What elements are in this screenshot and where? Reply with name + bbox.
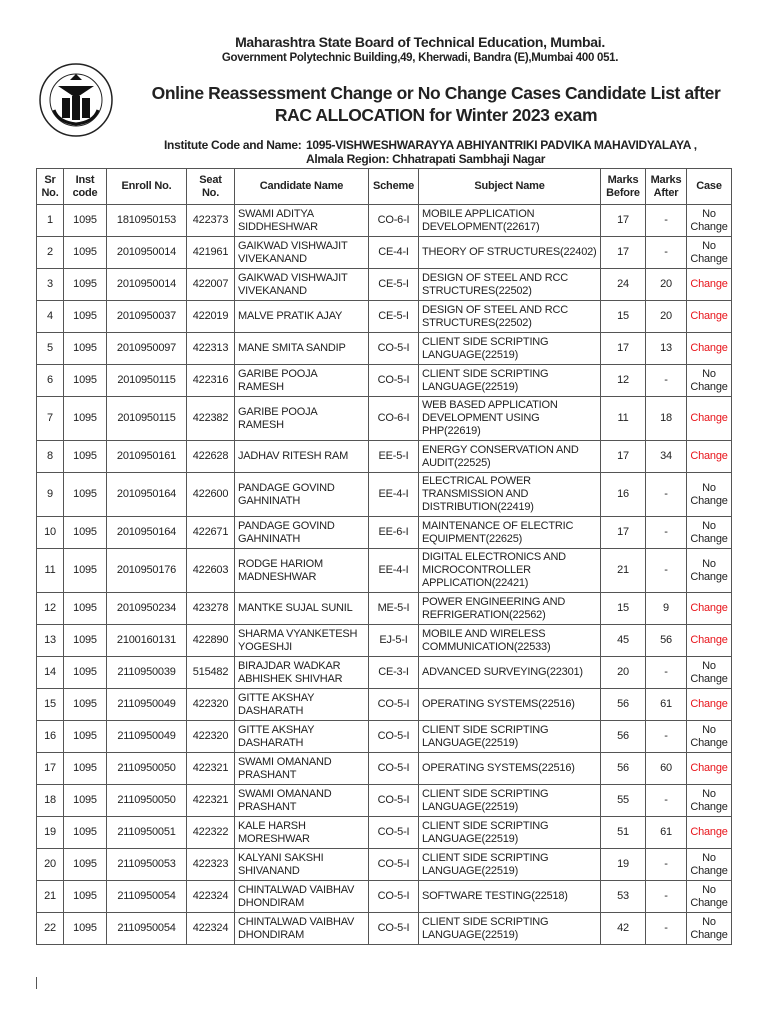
table-row — [37, 365, 732, 397]
table-row — [37, 237, 732, 269]
cell-sr-no: 22 — [37, 913, 64, 945]
cell-subject-name: CLIENT SIDE SCRIPTING LANGUAGE(22519) — [419, 785, 601, 817]
cell-marks-before: 17 — [601, 441, 646, 473]
cell-enroll-no: 2110950054 — [107, 913, 187, 945]
cell-candidate-name: RODGE HARIOM MADNESHWAR — [235, 549, 369, 593]
cell-seat-no: 422890 — [187, 625, 235, 657]
cell-case: Change — [687, 301, 732, 333]
cell-subject-name: ELECTRICAL POWER TRANSMISSION AND DISTRIBUTION(22419) — [419, 473, 601, 517]
cell-marks-after: - — [646, 881, 687, 913]
cell-sr-no: 18 — [37, 785, 64, 817]
cell-scheme: CE-3-I — [369, 657, 419, 689]
cell-sr-no: 5 — [37, 333, 64, 365]
cell-subject-name: DIGITAL ELECTRONICS AND MICROCONTROLLER APPLICATION(22421) — [419, 549, 601, 593]
institute-region: Almala Region: Chhatrapati Sambhaji Nagar — [306, 152, 546, 166]
cell-case: No Change — [687, 849, 732, 881]
cell-seat-no: 422313 — [187, 333, 235, 365]
cell-marks-before: 20 — [601, 657, 646, 689]
institute-info — [164, 138, 697, 166]
cell-candidate-name: KALYANI SAKSHI SHIVANAND — [235, 849, 369, 881]
cell-seat-no: 422320 — [187, 721, 235, 753]
table-row — [37, 625, 732, 657]
cell-inst-code: 1095 — [64, 237, 107, 269]
header-scheme: Scheme — [369, 169, 419, 205]
cell-marks-after: 13 — [646, 333, 687, 365]
cell-scheme: CO-5-I — [369, 817, 419, 849]
board-name: Maharashtra State Board of Technical Education, Mumbai. — [235, 34, 605, 50]
cell-case: No Change — [687, 517, 732, 549]
cell-candidate-name: GARIBE POOJA RAMESH — [235, 397, 369, 441]
cell-enroll-no: 2110950053 — [107, 849, 187, 881]
cell-subject-name: OPERATING SYSTEMS(22516) — [419, 753, 601, 785]
cell-sr-no: 8 — [37, 441, 64, 473]
cell-sr-no: 4 — [37, 301, 64, 333]
cell-seat-no: 422322 — [187, 817, 235, 849]
cell-inst-code: 1095 — [64, 473, 107, 517]
cell-case: No Change — [687, 237, 732, 269]
cell-enroll-no: 2110950050 — [107, 785, 187, 817]
cell-candidate-name: MANE SMITA SANDIP — [235, 333, 369, 365]
cell-sr-no: 15 — [37, 689, 64, 721]
cell-marks-after: - — [646, 657, 687, 689]
cell-case: No Change — [687, 657, 732, 689]
cell-scheme: CO-5-I — [369, 365, 419, 397]
cell-marks-after: 34 — [646, 441, 687, 473]
table-row — [37, 913, 732, 945]
cell-marks-before: 11 — [601, 397, 646, 441]
cell-marks-after: - — [646, 913, 687, 945]
cell-marks-after: 56 — [646, 625, 687, 657]
cell-subject-name: SOFTWARE TESTING(22518) — [419, 881, 601, 913]
header-sr-no: Sr No. — [37, 169, 64, 205]
table-row — [37, 301, 732, 333]
cell-subject-name: ENERGY CONSERVATION AND AUDIT(22525) — [419, 441, 601, 473]
header-seat-no: Seat No. — [187, 169, 235, 205]
board-address: Government Polytechnic Building,49, Kherwadi, Bandra (E),Mumbai 400 051. — [221, 52, 619, 64]
cell-marks-before: 16 — [601, 473, 646, 517]
cell-candidate-name: SWAMI OMANAND PRASHANT — [235, 753, 369, 785]
cell-subject-name: OPERATING SYSTEMS(22516) — [419, 689, 601, 721]
cell-candidate-name: SWAMI ADITYA SIDDHESHWAR — [235, 205, 369, 237]
header-inst-code: Inst code — [64, 169, 107, 205]
cell-marks-before: 12 — [601, 365, 646, 397]
cell-marks-after: - — [646, 721, 687, 753]
cell-inst-code: 1095 — [64, 753, 107, 785]
cell-marks-before: 24 — [601, 269, 646, 301]
cell-case: Change — [687, 753, 732, 785]
cell-scheme: CE-5-I — [369, 269, 419, 301]
cell-inst-code: 1095 — [64, 397, 107, 441]
cell-candidate-name: BIRAJDAR WADKAR ABHISHEK SHIVHAR — [235, 657, 369, 689]
cell-enroll-no: 2100160131 — [107, 625, 187, 657]
cell-case: No Change — [687, 785, 732, 817]
cell-inst-code: 1095 — [64, 365, 107, 397]
cell-seat-no: 422628 — [187, 441, 235, 473]
cell-marks-before: 17 — [601, 517, 646, 549]
cell-seat-no: 422324 — [187, 913, 235, 945]
cell-inst-code: 1095 — [64, 913, 107, 945]
cell-marks-before: 56 — [601, 721, 646, 753]
cell-subject-name: MOBILE AND WIRELESS COMMUNICATION(22533) — [419, 625, 601, 657]
cell-scheme: CO-5-I — [369, 849, 419, 881]
cell-marks-before: 56 — [601, 689, 646, 721]
cell-case: No Change — [687, 913, 732, 945]
cell-subject-name: MOBILE APPLICATION DEVELOPMENT(22617) — [419, 205, 601, 237]
cell-subject-name: CLIENT SIDE SCRIPTING LANGUAGE(22519) — [419, 365, 601, 397]
table-header-row — [37, 169, 732, 205]
cell-scheme: CO-5-I — [369, 721, 419, 753]
cell-sr-no: 7 — [37, 397, 64, 441]
cell-marks-after: - — [646, 849, 687, 881]
table-row — [37, 517, 732, 549]
cell-inst-code: 1095 — [64, 517, 107, 549]
table-row — [37, 721, 732, 753]
cell-case: Change — [687, 441, 732, 473]
cell-seat-no: 422321 — [187, 753, 235, 785]
cell-scheme: EJ-5-I — [369, 625, 419, 657]
title-line-1: Online Reassessment Change or No Change Cases Candidate List after — [151, 83, 721, 103]
cell-candidate-name: JADHAV RITESH RAM — [235, 441, 369, 473]
cell-scheme: CO-6-I — [369, 205, 419, 237]
cell-sr-no: 14 — [37, 657, 64, 689]
cell-subject-name: DESIGN OF STEEL AND RCC STRUCTURES(22502) — [419, 301, 601, 333]
cell-case: No Change — [687, 205, 732, 237]
cell-candidate-name: GAIKWAD VISHWAJIT VIVEKANAND — [235, 269, 369, 301]
cell-marks-after: - — [646, 549, 687, 593]
cell-subject-name: DESIGN OF STEEL AND RCC STRUCTURES(22502) — [419, 269, 601, 301]
cell-marks-before: 17 — [601, 237, 646, 269]
cell-seat-no: 422324 — [187, 881, 235, 913]
cell-inst-code: 1095 — [64, 721, 107, 753]
header-case: Case — [687, 169, 732, 205]
cell-enroll-no: 2110950050 — [107, 753, 187, 785]
cell-marks-after: - — [646, 473, 687, 517]
cell-marks-after: - — [646, 237, 687, 269]
cell-case: Change — [687, 817, 732, 849]
table-row — [37, 593, 732, 625]
cell-case: Change — [687, 593, 732, 625]
cell-enroll-no: 2010950161 — [107, 441, 187, 473]
header-marks-after: Marks After — [646, 169, 687, 205]
cell-enroll-no: 2010950164 — [107, 473, 187, 517]
cell-marks-before: 17 — [601, 333, 646, 365]
cell-inst-code: 1095 — [64, 817, 107, 849]
cell-seat-no: 422019 — [187, 301, 235, 333]
cell-marks-before: 55 — [601, 785, 646, 817]
cell-seat-no: 422007 — [187, 269, 235, 301]
cell-enroll-no: 2010950115 — [107, 397, 187, 441]
cell-inst-code: 1095 — [64, 689, 107, 721]
cell-inst-code: 1095 — [64, 657, 107, 689]
cell-enroll-no: 2010950037 — [107, 301, 187, 333]
cell-enroll-no: 2010950234 — [107, 593, 187, 625]
cell-enroll-no: 2110950039 — [107, 657, 187, 689]
cell-inst-code: 1095 — [64, 625, 107, 657]
cell-case: No Change — [687, 881, 732, 913]
cell-sr-no: 13 — [37, 625, 64, 657]
cell-sr-no: 6 — [37, 365, 64, 397]
cell-scheme: CO-5-I — [369, 333, 419, 365]
cell-subject-name: CLIENT SIDE SCRIPTING LANGUAGE(22519) — [419, 849, 601, 881]
cell-scheme: CE-5-I — [369, 301, 419, 333]
cell-case: Change — [687, 269, 732, 301]
table-row — [37, 817, 732, 849]
title-line-2: RAC ALLOCATION for Winter 2023 exam — [274, 105, 598, 125]
cell-marks-after: 61 — [646, 817, 687, 849]
table-body — [37, 205, 732, 945]
cell-marks-before: 53 — [601, 881, 646, 913]
cell-candidate-name: PANDAGE GOVIND GAHNINATH — [235, 517, 369, 549]
cell-marks-after: 20 — [646, 269, 687, 301]
cell-marks-after: 18 — [646, 397, 687, 441]
table-row — [37, 689, 732, 721]
cell-inst-code: 1095 — [64, 205, 107, 237]
cell-seat-no: 422600 — [187, 473, 235, 517]
cell-candidate-name: PANDAGE GOVIND GAHNINATH — [235, 473, 369, 517]
header-enroll-no: Enroll No. — [107, 169, 187, 205]
cell-marks-before: 51 — [601, 817, 646, 849]
cell-scheme: CO-5-I — [369, 913, 419, 945]
header-subject-name: Subject Name — [419, 169, 601, 205]
table-row — [37, 881, 732, 913]
cell-case: Change — [687, 625, 732, 657]
header-candidate-name: Candidate Name — [235, 169, 369, 205]
cell-enroll-no: 2010950097 — [107, 333, 187, 365]
table-row — [37, 269, 732, 301]
cell-inst-code: 1095 — [64, 849, 107, 881]
cell-marks-after: 61 — [646, 689, 687, 721]
cell-candidate-name: GAIKWAD VISHWAJIT VIVEKANAND — [235, 237, 369, 269]
cell-candidate-name: SWAMI OMANAND PRASHANT — [235, 785, 369, 817]
cell-case: No Change — [687, 365, 732, 397]
cell-scheme: CO-6-I — [369, 397, 419, 441]
cell-candidate-name: MALVE PRATIK AJAY — [235, 301, 369, 333]
table-border-stub — [36, 977, 37, 989]
table-row — [37, 549, 732, 593]
cell-marks-after: - — [646, 785, 687, 817]
table-row — [37, 753, 732, 785]
cell-candidate-name: GITTE AKSHAY DASHARATH — [235, 689, 369, 721]
cell-enroll-no: 2110950049 — [107, 689, 187, 721]
cell-inst-code: 1095 — [64, 333, 107, 365]
cell-sr-no: 2 — [37, 237, 64, 269]
cell-inst-code: 1095 — [64, 441, 107, 473]
cell-case: Change — [687, 397, 732, 441]
table-row — [37, 333, 732, 365]
cell-case: No Change — [687, 473, 732, 517]
cell-sr-no: 17 — [37, 753, 64, 785]
cell-enroll-no: 2110950054 — [107, 881, 187, 913]
cell-case: Change — [687, 689, 732, 721]
table-row — [37, 473, 732, 517]
cell-subject-name: CLIENT SIDE SCRIPTING LANGUAGE(22519) — [419, 913, 601, 945]
cell-scheme: EE-4-I — [369, 549, 419, 593]
header-marks-before: Marks Before — [601, 169, 646, 205]
cell-seat-no: 422321 — [187, 785, 235, 817]
institute-name: 1095-VISHWESHWARAYYA ABHIYANTRIKI PADVIKA MAHAVIDYALAYA , — [306, 138, 697, 152]
cell-sr-no: 12 — [37, 593, 64, 625]
cell-candidate-name: KALE HARSH MORESHWAR — [235, 817, 369, 849]
cell-subject-name: THEORY OF STRUCTURES(22402) — [419, 237, 601, 269]
cell-case: No Change — [687, 549, 732, 593]
cell-marks-before: 42 — [601, 913, 646, 945]
cell-scheme: CO-5-I — [369, 881, 419, 913]
cell-sr-no: 20 — [37, 849, 64, 881]
cell-marks-before: 15 — [601, 593, 646, 625]
cell-marks-before: 56 — [601, 753, 646, 785]
cell-candidate-name: GITTE AKSHAY DASHARATH — [235, 721, 369, 753]
cell-marks-after: 60 — [646, 753, 687, 785]
cell-sr-no: 10 — [37, 517, 64, 549]
cell-inst-code: 1095 — [64, 269, 107, 301]
cell-scheme: CE-4-I — [369, 237, 419, 269]
cell-seat-no: 422320 — [187, 689, 235, 721]
cell-seat-no: 422671 — [187, 517, 235, 549]
cell-inst-code: 1095 — [64, 549, 107, 593]
table-row — [37, 785, 732, 817]
cell-subject-name: CLIENT SIDE SCRIPTING LANGUAGE(22519) — [419, 721, 601, 753]
cell-candidate-name: CHINTALWAD VAIBHAV DHONDIRAM — [235, 913, 369, 945]
cell-marks-before: 17 — [601, 205, 646, 237]
cell-subject-name: ADVANCED SURVEYING(22301) — [419, 657, 601, 689]
cell-enroll-no: 2010950164 — [107, 517, 187, 549]
cell-marks-after: - — [646, 517, 687, 549]
cell-seat-no: 422603 — [187, 549, 235, 593]
table-row — [37, 657, 732, 689]
institute-label: Institute Code and Name: — [164, 138, 302, 152]
cell-seat-no: 422373 — [187, 205, 235, 237]
cell-sr-no: 19 — [37, 817, 64, 849]
cell-sr-no: 1 — [37, 205, 64, 237]
cell-marks-before: 19 — [601, 849, 646, 881]
cell-scheme: EE-5-I — [369, 441, 419, 473]
cell-sr-no: 9 — [37, 473, 64, 517]
cell-scheme: CO-5-I — [369, 785, 419, 817]
cell-inst-code: 1095 — [64, 301, 107, 333]
table-row — [37, 849, 732, 881]
cell-case: Change — [687, 333, 732, 365]
cell-seat-no: 422323 — [187, 849, 235, 881]
cell-marks-after: 20 — [646, 301, 687, 333]
cell-marks-before: 21 — [601, 549, 646, 593]
cell-scheme: EE-6-I — [369, 517, 419, 549]
cell-seat-no: 422382 — [187, 397, 235, 441]
cell-sr-no: 21 — [37, 881, 64, 913]
cell-candidate-name: GARIBE POOJA RAMESH — [235, 365, 369, 397]
cell-inst-code: 1095 — [64, 593, 107, 625]
cell-scheme: ME-5-I — [369, 593, 419, 625]
cell-sr-no: 3 — [37, 269, 64, 301]
cell-marks-after: - — [646, 205, 687, 237]
cell-enroll-no: 2110950049 — [107, 721, 187, 753]
cell-subject-name: MAINTENANCE OF ELECTRIC EQUIPMENT(22625) — [419, 517, 601, 549]
cell-scheme: CO-5-I — [369, 753, 419, 785]
cell-subject-name: POWER ENGINEERING AND REFRIGERATION(22562) — [419, 593, 601, 625]
msbte-logo — [38, 60, 114, 140]
cell-inst-code: 1095 — [64, 881, 107, 913]
cell-seat-no: 422316 — [187, 365, 235, 397]
cell-subject-name: CLIENT SIDE SCRIPTING LANGUAGE(22519) — [419, 333, 601, 365]
cell-marks-before: 45 — [601, 625, 646, 657]
cell-enroll-no: 2110950051 — [107, 817, 187, 849]
cell-sr-no: 16 — [37, 721, 64, 753]
cell-scheme: EE-4-I — [369, 473, 419, 517]
cell-candidate-name: SHARMA VYANKETESH YOGESHJI — [235, 625, 369, 657]
cell-enroll-no: 2010950014 — [107, 237, 187, 269]
table-row — [37, 205, 732, 237]
cell-marks-after: 9 — [646, 593, 687, 625]
cell-seat-no: 515482 — [187, 657, 235, 689]
table-row — [37, 397, 732, 441]
cell-scheme: CO-5-I — [369, 689, 419, 721]
table-row — [37, 441, 732, 473]
cell-seat-no: 423278 — [187, 593, 235, 625]
results-table — [36, 168, 732, 945]
cell-seat-no: 421961 — [187, 237, 235, 269]
cell-inst-code: 1095 — [64, 785, 107, 817]
cell-enroll-no: 2010950115 — [107, 365, 187, 397]
cell-subject-name: WEB BASED APPLICATION DEVELOPMENT USING PHP(22619) — [419, 397, 601, 441]
cell-enroll-no: 1810950153 — [107, 205, 187, 237]
cell-marks-before: 15 — [601, 301, 646, 333]
cell-enroll-no: 2010950176 — [107, 549, 187, 593]
cell-case: No Change — [687, 721, 732, 753]
cell-sr-no: 11 — [37, 549, 64, 593]
page-title — [140, 82, 732, 126]
cell-candidate-name: CHINTALWAD VAIBHAV DHONDIRAM — [235, 881, 369, 913]
cell-subject-name: CLIENT SIDE SCRIPTING LANGUAGE(22519) — [419, 817, 601, 849]
cell-enroll-no: 2010950014 — [107, 269, 187, 301]
cell-marks-after: - — [646, 365, 687, 397]
cell-candidate-name: MANTKE SUJAL SUNIL — [235, 593, 369, 625]
